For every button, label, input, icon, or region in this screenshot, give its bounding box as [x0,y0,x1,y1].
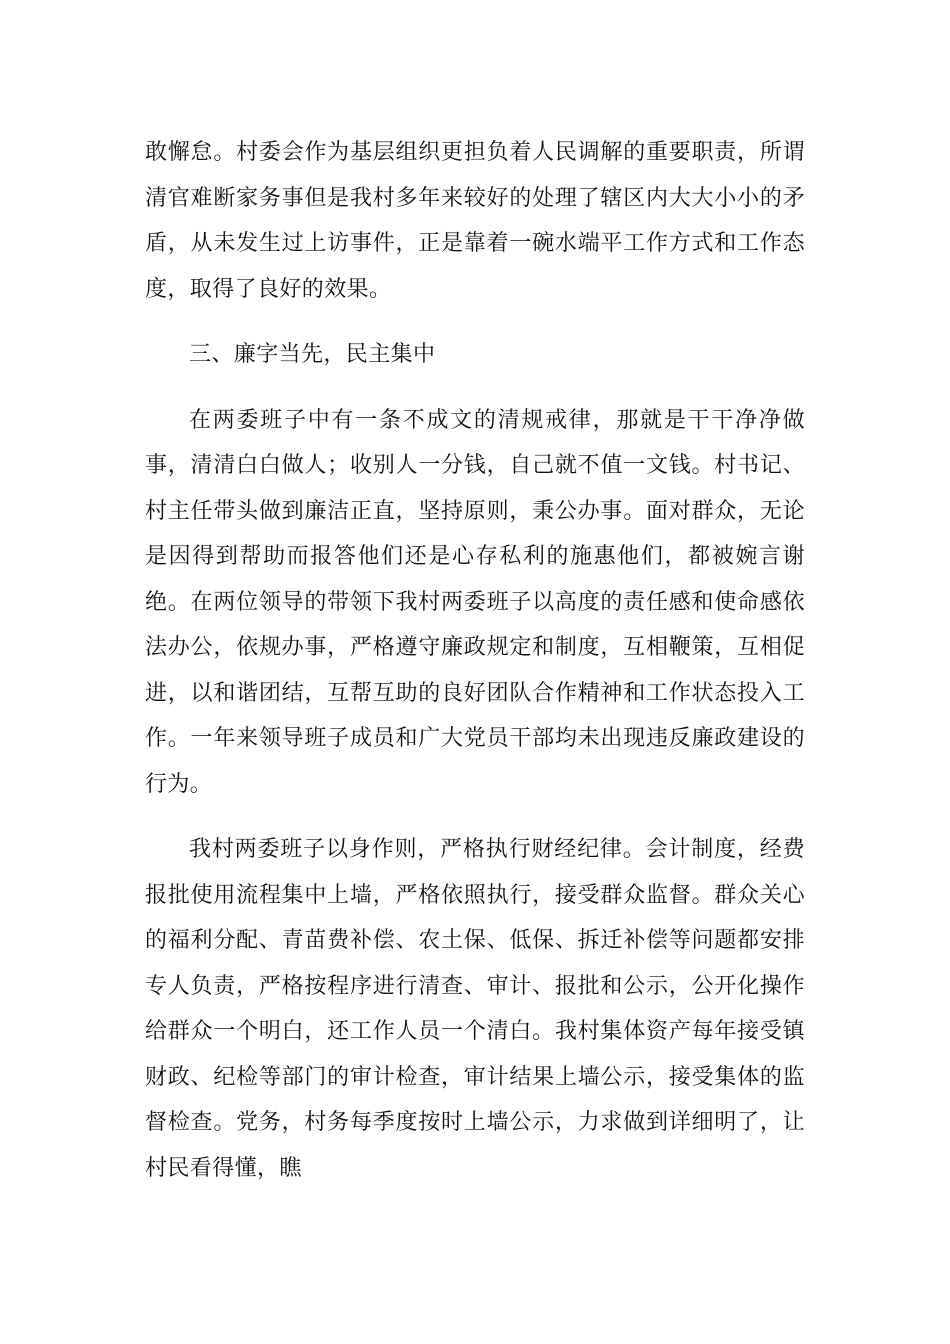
paragraph-integrity: 在两委班子中有一条不成文的清规戒律，那就是干干净净做事，清清白白做人；收别人一分钱，自己就不值一文钱。村书记、村主任带头做到廉洁正直，坚持原则，秉公办事。面对群众，无论是因得到帮助而报答他们还是心存私利的施惠他们，都被婉言谢绝。在两位领导的带领下我村两委班子以高度的责任感和使命感依法办公，依规办事，严格遵守廉政规定和制度，互相鞭策，互相促进，以和谐团结，互帮互助的良好团队合作精神和工作状态投入工作。一年来领导班子成员和广大党员干部均未出现违反廉政建设的行为。 [145,407,805,797]
section-heading: 三、廉字当先，民主集中 [189,342,436,367]
paragraph-finance: 我村两委班子以身作则，严格执行财经纪律。会计制度，经费报批使用流程集中上墙，严格依照执行，接受群众监督。群众关心的福利分配、青苗费补偿、农土保、低保、拆迁补偿等问题都安排专人负责，严格按程序进行清查、审计、报批和公示，公开化操作给群众一个明白，还工作人员一个清白。我村集体资产每年接受镇财政、纪检等部门的审计检查，审计结果上墙公示，接受集体的监督检查。党务，村务每季度按时上墙公示，力求做到详细明了，让村民看得懂，瞧 [145,837,805,1181]
paragraph-continued: 敢懈怠。村委会作为基层组织更担负着人民调解的重要职责，所谓清官难断家务事但是我村多年来较好的处理了辖区内大大小小的矛盾，从未发生过上访事件，正是靠着一碗水端平工作方式和工作态度，取得了良好的效果。 [145,140,805,302]
document-body [145,130,805,1191]
